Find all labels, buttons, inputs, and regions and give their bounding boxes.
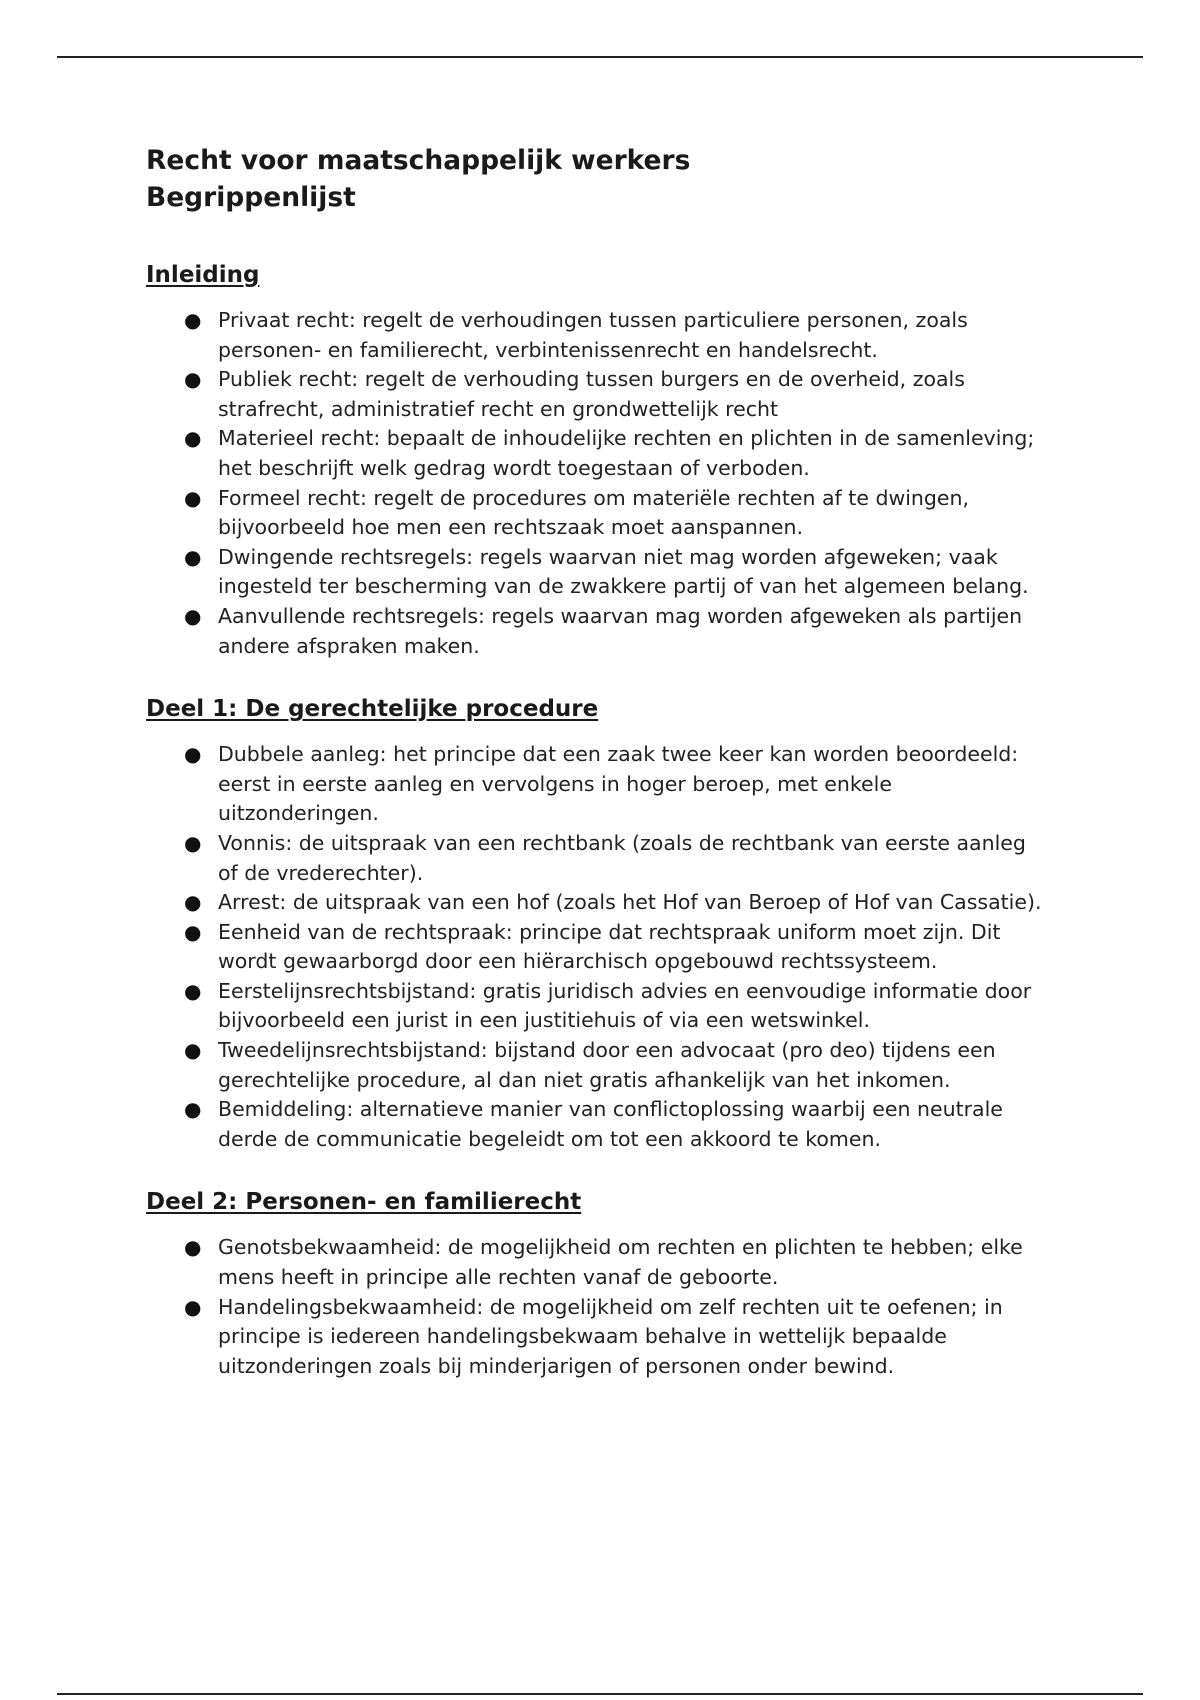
term-list-deel-2	[146, 1233, 1046, 1381]
term-definition: Eenheid van de rechtspraak: principe dat rechtspraak uniform moet zijn. Dit wordt gewaarborgd door een hiërarchisch opgebouwd rechtssysteem.	[218, 919, 1001, 974]
bullet-icon: ●	[184, 367, 202, 392]
term-definition: Genotsbekwaamheid: de mogelijkheid om rechten en plichten te hebben; elke mens heeft in principe alle rechten vanaf de geboorte.	[218, 1235, 1023, 1290]
bottom-divider	[57, 1693, 1143, 1695]
list-item	[146, 740, 1046, 829]
term-definition: Tweedelijnsrechtsbijstand: bijstand door een advocaat (pro deo) tijdens een gerechtelijke procedure, al dan niet gratis afhankelijk van het inkomen.	[218, 1038, 996, 1092]
bullet-icon: ●	[184, 1038, 202, 1063]
bullet-icon: ●	[184, 890, 202, 915]
bullet-icon: ●	[184, 742, 202, 767]
list-item	[146, 543, 1046, 602]
term-definition: Eerstelijnsrechtsbijstand: gratis juridisch advies en eenvoudige informatie door bijvoorbeeld een jurist in een justitiehuis of via een wetswinkel.	[218, 978, 1032, 1033]
bullet-icon: ●	[184, 978, 202, 1003]
term-definition: Formeel recht: regelt de procedures om materiële rechten af te dwingen, bijvoorbeeld hoe men een rechtszaak moet aanspannen.	[218, 485, 970, 540]
list-item	[146, 977, 1046, 1036]
list-item	[146, 888, 1046, 918]
term-definition: Publiek recht: regelt de verhouding tussen burgers en de overheid, zoals strafrecht, administratief recht en grondwettelijk recht	[218, 367, 965, 421]
bullet-icon: ●	[184, 1235, 202, 1260]
term-definition: Handelingsbekwaamheid: de mogelijkheid om zelf rechten uit te oefenen; in principe is iedereen handelingsbekwaam behalve in wettelijk bepaalde uitzonderingen zoals bij minderjarigen of personen onder bewind.	[218, 1294, 1003, 1378]
bullet-icon: ●	[184, 426, 202, 451]
term-list-inleiding	[146, 306, 1046, 661]
list-item	[146, 1036, 1046, 1095]
list-item	[146, 484, 1046, 543]
term-definition: Vonnis: de uitspraak van een rechtbank (zoals de rechtbank van eerste aanleg of de vrederechter).	[218, 830, 1026, 885]
list-item	[146, 1095, 1046, 1154]
list-item	[146, 829, 1046, 888]
section-heading-deel-2: Deel 2: Personen- en familierecht	[146, 1189, 582, 1216]
list-item	[146, 365, 1046, 424]
bullet-icon: ●	[184, 544, 202, 569]
list-item	[146, 1293, 1046, 1382]
bullet-icon: ●	[184, 1097, 202, 1122]
term-definition: Materieel recht: bepaalt de inhoudelijke rechten en plichten in de samenleving; het beschrijft welk gedrag wordt toegestaan of verboden.	[218, 426, 1035, 480]
document-title-line-2: Begrippenlijst	[146, 182, 356, 213]
bullet-icon: ●	[184, 919, 202, 944]
term-definition: Dubbele aanleg: het principe dat een zaak twee keer kan worden beoordeeld: eerst in eerste aanleg en vervolgens in hoger beroep, met enkele uitzonderingen.	[218, 742, 1019, 826]
term-definition: Dwingende rechtsregels: regels waarvan niet mag worden afgeweken; vaak ingesteld ter bescherming van de zwakkere partij of van het algemeen belang.	[218, 544, 1029, 599]
term-definition: Privaat recht: regelt de verhoudingen tussen particuliere personen, zoals personen- en familierecht, verbintenissenrecht en handelsrecht.	[218, 308, 968, 362]
bullet-icon: ●	[184, 485, 202, 510]
section-heading-inleiding: Inleiding	[146, 262, 260, 288]
list-item	[146, 306, 1046, 365]
document-title	[146, 142, 1046, 216]
section-heading-deel-1: Deel 1: De gerechtelijke procedure	[146, 696, 599, 723]
bullet-icon: ●	[184, 603, 202, 628]
list-item	[146, 424, 1046, 483]
bullet-icon: ●	[184, 830, 202, 855]
document-title-line-1: Recht voor maatschappelijk werkers	[146, 145, 691, 176]
list-item	[146, 918, 1046, 977]
document-body	[146, 142, 1046, 1381]
term-definition: Bemiddeling: alternatieve manier van conflictoplossing waarbij een neutrale derde de communicatie begeleidt om tot een akkoord te komen.	[218, 1097, 1003, 1151]
term-list-deel-1	[146, 740, 1046, 1154]
bullet-icon: ●	[184, 308, 202, 332]
term-definition: Aanvullende rechtsregels: regels waarvan mag worden afgeweken als partijen andere afspraken maken.	[218, 603, 1023, 658]
list-item	[146, 602, 1046, 661]
top-divider	[57, 56, 1143, 58]
list-item	[146, 1233, 1046, 1292]
term-definition: Arrest: de uitspraak van een hof (zoals het Hof van Beroep of Hof van Cassatie).	[218, 890, 1042, 915]
bullet-icon: ●	[184, 1294, 202, 1319]
